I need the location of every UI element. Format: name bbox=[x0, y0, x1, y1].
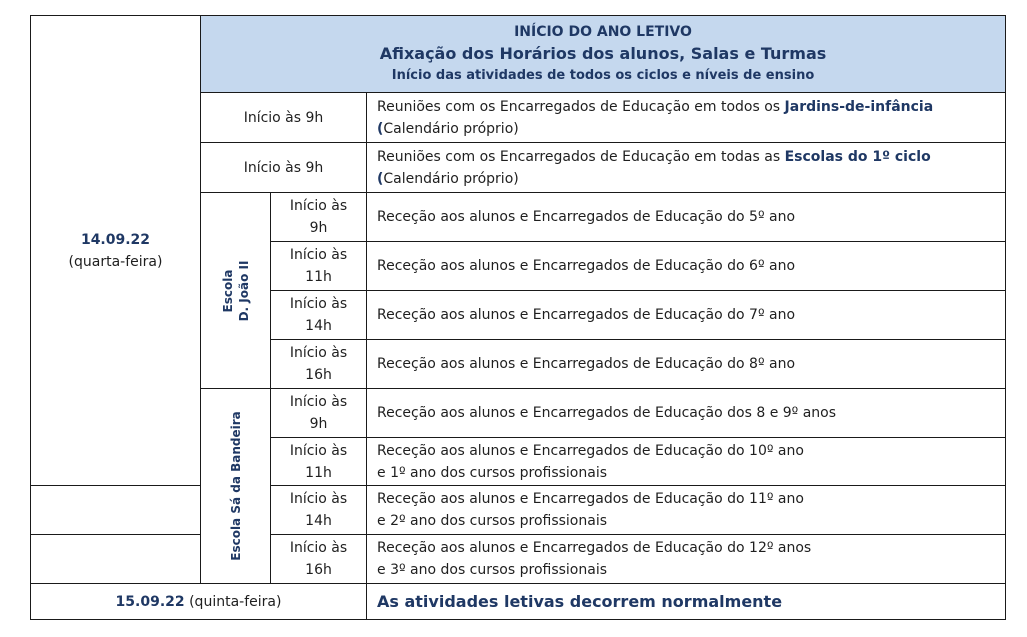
header-caption: Início das atividades de todos os ciclos e níveis de ensino bbox=[391, 68, 815, 83]
time-value: 14h bbox=[305, 513, 332, 529]
empty-cell-2 bbox=[30, 534, 201, 584]
desc-cell-general-1 bbox=[366, 92, 1006, 143]
desc-text: Calendário próprio) bbox=[383, 120, 519, 137]
time-cell-s1-2 bbox=[270, 241, 367, 291]
school-name-cell-1 bbox=[200, 192, 271, 389]
desc-line bbox=[377, 168, 995, 190]
desc-cell-s1-4 bbox=[366, 339, 1006, 389]
time-cell-s2-1 bbox=[270, 388, 367, 438]
desc-cell-general-2 bbox=[366, 142, 1006, 193]
school-name-cell-2 bbox=[200, 388, 271, 584]
time-cell-s2-2 bbox=[270, 437, 367, 486]
time-cell-s2-4 bbox=[270, 534, 367, 584]
header-subtitle: Afixação dos Horários dos alunos, Salas e Turmas bbox=[379, 44, 827, 63]
desc-paren: ( bbox=[377, 170, 384, 187]
desc-paren: ( bbox=[377, 120, 384, 137]
time-label: Início às bbox=[289, 247, 348, 263]
date-cell-day2 bbox=[30, 583, 367, 620]
desc-cell-s2-1 bbox=[366, 388, 1006, 438]
time-cell-s1-1 bbox=[270, 192, 367, 242]
school-name-2: Escola Sá da Bandeira bbox=[228, 411, 243, 561]
desc-text: Receção aos alunos e Encarregados de Educação do 7º ano bbox=[377, 307, 796, 323]
day2-text: As atividades letivas decorrem normalmente bbox=[377, 591, 783, 611]
desc-text: Calendário próprio) bbox=[383, 170, 519, 187]
table-header bbox=[200, 15, 1006, 93]
time-value: 14h bbox=[305, 318, 332, 334]
date-day2: 15.09.22 bbox=[115, 593, 185, 610]
desc-text: Receção aos alunos e Encarregados de Educação do 8º ano bbox=[377, 356, 796, 372]
time-cell-s1-4 bbox=[270, 339, 367, 389]
desc-text: Receção aos alunos e Encarregados de Educação dos 8 e 9º anos bbox=[377, 405, 837, 421]
time-label: Início às bbox=[289, 442, 348, 459]
school-name-1 bbox=[220, 260, 252, 321]
time-value: 9h bbox=[309, 220, 328, 236]
time-label: Início às 9h bbox=[243, 159, 324, 176]
time-value: 11h bbox=[305, 464, 332, 481]
school-name-line: Escola bbox=[220, 269, 235, 312]
desc-text: Receção aos alunos e Encarregados de Educação do 11º ano e 2º ano dos cursos profissionais bbox=[377, 491, 804, 529]
desc-bold: Escolas do 1º ciclo bbox=[784, 148, 931, 165]
header-title: INÍCIO DO ANO LETIVO bbox=[514, 24, 692, 40]
desc-cell-s2-2 bbox=[366, 437, 1006, 486]
desc-cell-s2-3 bbox=[366, 485, 1006, 535]
desc-cell-day2 bbox=[366, 583, 1006, 620]
desc-cell-s1-2 bbox=[366, 241, 1006, 291]
desc-cell-s1-3 bbox=[366, 290, 1006, 340]
desc-line bbox=[377, 146, 995, 168]
school-name-line: D. João II bbox=[236, 260, 251, 321]
desc-text: Receção aos alunos e Encarregados de Educação do 5º ano bbox=[377, 209, 796, 225]
time-value: 9h bbox=[309, 416, 328, 432]
time-cell-general-1 bbox=[200, 92, 367, 143]
desc-text: Receção aos alunos e Encarregados de Educação do 12º anos e 3º ano dos cursos profissionais bbox=[377, 540, 812, 578]
desc-bold: Jardins-de-infância bbox=[784, 98, 934, 115]
desc-text: Reuniões com os Encarregados de Educação em todos os bbox=[377, 98, 785, 115]
time-cell-general-2 bbox=[200, 142, 367, 193]
date-day1: 14.09.22 bbox=[80, 231, 151, 248]
time-cell-s2-3 bbox=[270, 485, 367, 535]
time-label: Início às bbox=[289, 540, 348, 556]
time-label: Início às bbox=[289, 198, 348, 214]
time-value: 16h bbox=[305, 367, 332, 383]
desc-text: Receção aos alunos e Encarregados de Educação do 6º ano bbox=[377, 258, 796, 274]
time-cell-s1-3 bbox=[270, 290, 367, 340]
time-label: Início às 9h bbox=[243, 109, 324, 126]
date-cell-day1 bbox=[30, 15, 201, 486]
time-label: Início às bbox=[289, 394, 348, 410]
weekday-day1: (quarta-feira) bbox=[68, 253, 163, 270]
desc-cell-s1-1 bbox=[366, 192, 1006, 242]
desc-line bbox=[377, 96, 995, 118]
time-value: 11h bbox=[305, 269, 332, 285]
time-label: Início às bbox=[289, 296, 348, 312]
weekday-day2: (quinta-feira) bbox=[184, 593, 282, 610]
desc-text: Reuniões com os Encarregados de Educação em todas as bbox=[377, 148, 785, 165]
desc-cell-s2-4 bbox=[366, 534, 1006, 584]
desc-line bbox=[377, 118, 995, 140]
time-label: Início às bbox=[289, 491, 348, 507]
time-label: Início às bbox=[289, 345, 348, 361]
time-value: 16h bbox=[305, 562, 332, 578]
desc-text: Receção aos alunos e Encarregados de Educação do 10º ano e 1º ano dos cursos profissionais bbox=[377, 442, 804, 481]
empty-cell-1 bbox=[30, 485, 201, 535]
